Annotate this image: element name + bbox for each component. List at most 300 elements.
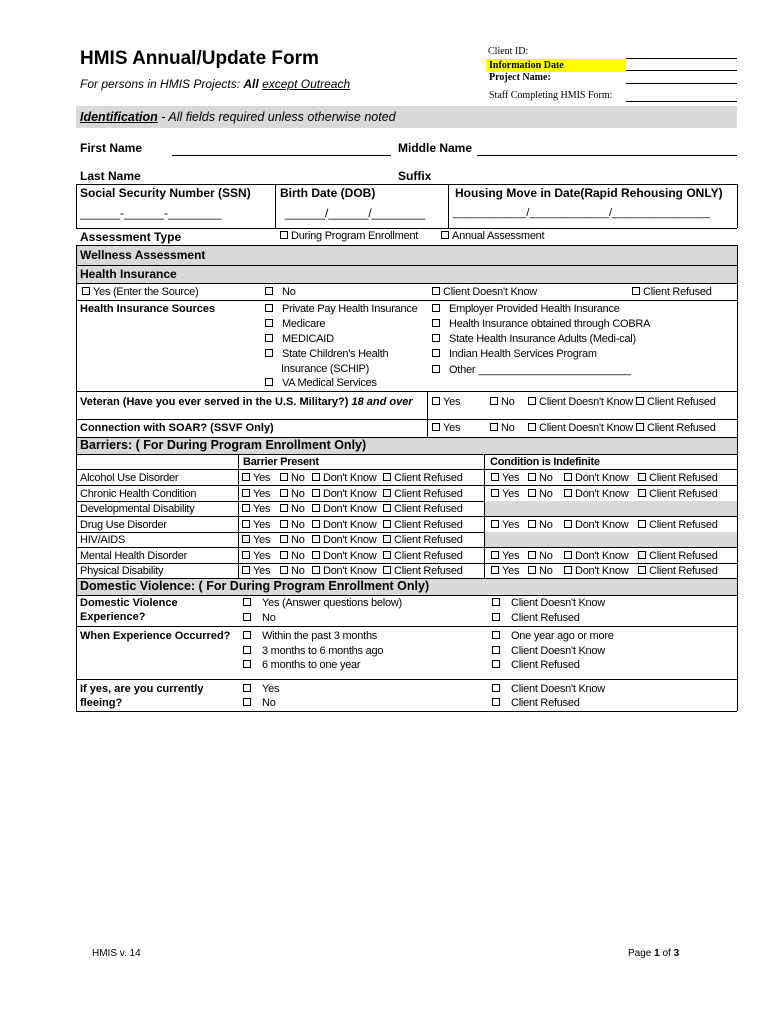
condition-dont-know[interactable]	[564, 487, 628, 501]
flee-dk-text: Client Doesn't Know	[511, 683, 605, 695]
checkbox-icon	[312, 489, 320, 497]
soar-dk[interactable]	[528, 421, 633, 435]
checkbox-icon	[492, 698, 500, 706]
when-3-months[interactable]	[243, 629, 377, 643]
checkbox-icon	[490, 397, 498, 405]
veteran-bottom	[76, 419, 737, 420]
checkbox-icon	[243, 631, 251, 639]
checkbox-icon	[528, 397, 536, 405]
ssn-label: Social Security Number (SSN)	[80, 186, 251, 200]
checkbox-icon	[528, 520, 536, 528]
barrier-present-yes-text: Yes	[253, 519, 271, 531]
barrier-present-dont-know[interactable]	[312, 549, 376, 563]
checkbox-icon	[243, 646, 251, 654]
condition-refused[interactable]	[638, 471, 718, 485]
hi-yes-option[interactable]	[82, 285, 198, 299]
checkbox-icon	[312, 473, 320, 481]
condition-refused-text: Client Refused	[649, 565, 718, 577]
wellness-right-border	[737, 245, 738, 437]
barrier-present-yes[interactable]	[242, 487, 270, 501]
checkbox-icon	[638, 551, 646, 559]
veteran-refused-text: Client Refused	[647, 396, 716, 408]
checkbox-icon	[312, 566, 320, 574]
source-medicaid-text: MEDICAID	[282, 333, 334, 345]
barrier-present-header: Barrier Present	[243, 456, 319, 468]
checkbox-icon	[432, 334, 440, 342]
when-6-12-months[interactable]	[243, 658, 360, 672]
first-name-field[interactable]	[172, 155, 391, 156]
when-year-more-text: One year ago or more	[511, 630, 614, 642]
barrier-row-line	[76, 516, 737, 517]
page-prefix: Page	[628, 948, 655, 959]
dv-right	[737, 578, 738, 711]
soar-refused-text: Client Refused	[647, 422, 716, 434]
checkbox-icon	[383, 566, 391, 574]
barrier-present-refused[interactable]	[383, 487, 463, 501]
soar-no-text: No	[501, 422, 515, 434]
housing-move-in-field[interactable]: ____________/_____________/________________	[453, 207, 710, 219]
barrier-present-refused[interactable]	[383, 549, 463, 563]
condition-no[interactable]	[528, 487, 553, 501]
form-version: HMIS v. 14	[92, 948, 141, 959]
condition-refused-text: Client Refused	[649, 488, 718, 500]
annual-assessment-text: Annual Assessment	[452, 230, 545, 242]
barrier-present-refused-text: Client Refused	[394, 488, 463, 500]
housing-move-in-label: Housing Move in Date(Rapid Rehousing ONLY)	[455, 186, 723, 200]
checkbox-icon	[432, 349, 440, 357]
checkbox-icon	[383, 473, 391, 481]
checkbox-icon	[528, 423, 536, 431]
barrier-present-no[interactable]	[280, 533, 305, 547]
middle-name-field[interactable]	[477, 155, 737, 156]
page-of: of	[659, 948, 674, 959]
staff-completing-line[interactable]	[626, 101, 737, 102]
barriers-right	[737, 437, 738, 578]
checkbox-icon	[492, 684, 500, 692]
soar-refused[interactable]	[636, 421, 716, 435]
checkbox-icon	[243, 698, 251, 706]
source-medicaid[interactable]	[265, 332, 334, 346]
condition-no-text: No	[539, 472, 553, 484]
when-refused-text: Client Refused	[511, 659, 580, 671]
source-state-adults[interactable]	[432, 332, 636, 346]
condition-no-text: No	[539, 565, 553, 577]
condition-yes-text: Yes	[502, 550, 520, 562]
checkbox-icon	[492, 613, 500, 621]
condition-no[interactable]	[528, 549, 553, 563]
when-year-more[interactable]	[492, 629, 614, 643]
source-schip-text: State Children's Health	[282, 348, 389, 360]
source-other-line[interactable]: __________________________	[478, 364, 631, 376]
checkbox-icon	[638, 520, 646, 528]
barrier-row-label: Drug Use Disorder	[80, 519, 167, 531]
checkbox-icon	[280, 504, 288, 512]
barrier-row-line	[76, 485, 737, 486]
checkbox-icon	[638, 566, 646, 574]
checkbox-icon	[242, 535, 250, 543]
barrier-present-refused[interactable]	[383, 518, 463, 532]
condition-yes[interactable]	[491, 549, 519, 563]
condition-refused-text: Client Refused	[649, 519, 718, 531]
condition-dont-know-text: Don't Know	[575, 488, 629, 500]
checkbox-icon	[638, 489, 646, 497]
checkbox-icon	[265, 319, 273, 327]
page-number	[628, 947, 679, 961]
condition-no[interactable]	[528, 564, 553, 578]
checkbox-icon	[265, 349, 273, 357]
hi-dk-text: Client Doesn't Know	[443, 286, 537, 298]
when-3-6-months[interactable]	[243, 644, 383, 658]
veteran-dk[interactable]	[528, 395, 633, 409]
barrier-present-dont-know[interactable]	[312, 518, 376, 532]
barrier-present-yes[interactable]	[242, 564, 270, 578]
source-state-adults-text: State Health Insurance Adults (Medi-cal)	[449, 333, 636, 345]
checkbox-icon	[528, 566, 536, 574]
checkbox-icon	[243, 598, 251, 606]
condition-yes[interactable]	[491, 518, 519, 532]
checkbox-icon	[383, 551, 391, 559]
source-employer-text: Employer Provided Health Insurance	[449, 303, 620, 315]
dv-refused-option[interactable]	[492, 611, 580, 625]
barrier-present-yes[interactable]	[242, 502, 270, 516]
barrier-present-refused-text: Client Refused	[394, 565, 463, 577]
barrier-present-yes-text: Yes	[253, 550, 271, 562]
information-date-line[interactable]	[626, 70, 737, 71]
id-grid-div1	[275, 184, 276, 228]
checkbox-icon	[564, 551, 572, 559]
condition-no[interactable]	[528, 518, 553, 532]
assessment-type-label: Assessment Type	[80, 230, 182, 244]
barrier-present-refused[interactable]	[383, 471, 463, 485]
barrier-present-yes-text: Yes	[253, 472, 271, 484]
staff-completing-label: Staff Completing HMIS Form:	[489, 90, 613, 101]
hi-refused-option[interactable]	[632, 285, 712, 299]
veteran-yes[interactable]	[432, 395, 460, 409]
barrier-present-refused[interactable]	[383, 502, 463, 516]
fleeing-label-2: fleeing?	[80, 697, 123, 709]
barriers-div2	[484, 454, 485, 578]
soar-yes-text: Yes	[443, 422, 461, 434]
condition-yes[interactable]	[491, 471, 519, 485]
barrier-present-no-text: No	[291, 565, 305, 577]
wellness-left-border	[76, 245, 77, 437]
barrier-present-refused[interactable]	[383, 533, 463, 547]
when-refused[interactable]	[492, 658, 580, 672]
condition-yes[interactable]	[491, 564, 519, 578]
checkbox-icon	[243, 660, 251, 668]
checkbox-icon	[636, 397, 644, 405]
condition-refused[interactable]	[638, 487, 718, 501]
dv-row2-bottom	[76, 679, 737, 680]
source-schip[interactable]	[265, 347, 388, 361]
barrier-present-refused-text: Client Refused	[394, 472, 463, 484]
source-va[interactable]	[265, 376, 377, 390]
condition-refused[interactable]	[638, 518, 718, 532]
barrier-present-no[interactable]	[280, 564, 305, 578]
dv-dk-text: Client Doesn't Know	[511, 597, 605, 609]
checkbox-icon	[383, 520, 391, 528]
barrier-row-label: Developmental Disability	[80, 503, 195, 515]
condition-dont-know[interactable]	[564, 518, 628, 532]
source-cobra[interactable]	[432, 317, 650, 331]
source-other[interactable]	[432, 363, 631, 377]
barrier-row-line	[76, 547, 737, 548]
checkbox-icon	[242, 473, 250, 481]
source-employer[interactable]	[432, 302, 620, 316]
condition-dont-know-text: Don't Know	[575, 472, 629, 484]
checkbox-icon	[265, 287, 273, 295]
identification-note: - All fields required unless otherwise noted	[157, 110, 396, 124]
client-id-line[interactable]	[626, 58, 737, 59]
source-medicare[interactable]	[265, 317, 325, 331]
dv-no-text: No	[262, 612, 276, 624]
checkbox-icon	[280, 535, 288, 543]
source-private-pay-text: Private Pay Health Insurance	[282, 303, 418, 315]
checkbox-icon	[242, 566, 250, 574]
source-indian-health-text: Indian Health Services Program	[449, 348, 597, 360]
barrier-present-dont-know-text: Don't Know	[323, 534, 377, 546]
checkbox-icon	[564, 489, 572, 497]
checkbox-icon	[492, 660, 500, 668]
identification-header	[80, 110, 396, 124]
checkbox-icon	[432, 319, 440, 327]
barrier-present-no[interactable]	[280, 502, 305, 516]
when-3-months-text: Within the past 3 months	[262, 630, 378, 642]
dv-left	[76, 578, 77, 711]
condition-na-shade	[485, 532, 737, 547]
barrier-present-dont-know[interactable]	[312, 533, 376, 547]
checkbox-icon	[280, 489, 288, 497]
barrier-present-dont-know[interactable]	[312, 487, 376, 501]
barrier-present-refused-text: Client Refused	[394, 534, 463, 546]
veteran-age-note: 18 and over	[348, 396, 413, 408]
checkbox-icon	[242, 504, 250, 512]
barrier-present-yes-text: Yes	[253, 488, 271, 500]
checkbox-icon	[265, 378, 273, 386]
soar-yes[interactable]	[432, 421, 460, 435]
when-occurred-label: When Experience Occurred?	[80, 630, 231, 642]
condition-dont-know[interactable]	[564, 549, 628, 563]
barrier-present-no[interactable]	[280, 471, 305, 485]
health-insurance-title: Health Insurance	[80, 267, 177, 281]
checkbox-icon	[492, 646, 500, 654]
flee-dk[interactable]	[492, 682, 605, 696]
barriers-header-bottom	[76, 454, 737, 455]
checkbox-icon	[636, 423, 644, 431]
barrier-present-yes[interactable]	[242, 518, 270, 532]
during-enrollment-option[interactable]	[280, 229, 418, 243]
form-title: HMIS Annual/Update Form	[80, 48, 319, 69]
dv-refused-text: Client Refused	[511, 612, 580, 624]
hi-bottom	[76, 283, 737, 284]
dv-experience-label-1: Domestic Violence	[80, 597, 178, 609]
condition-no-text: No	[539, 488, 553, 500]
barrier-present-refused-text: Client Refused	[394, 519, 463, 531]
id-grid-right	[737, 184, 738, 228]
veteran-label-text: Veteran (Have you ever served in the U.S. Military?)	[80, 396, 349, 408]
barrier-present-refused-text: Client Refused	[394, 503, 463, 515]
hi-refused-text: Client Refused	[643, 286, 712, 298]
barrier-present-no[interactable]	[280, 518, 305, 532]
checkbox-icon	[528, 489, 536, 497]
checkbox-icon	[491, 473, 499, 481]
condition-no-text: No	[539, 550, 553, 562]
checkbox-icon	[280, 566, 288, 574]
project-name-line[interactable]	[626, 83, 737, 84]
checkbox-icon	[383, 489, 391, 497]
last-name-label: Last Name	[80, 169, 141, 183]
wellness-title: Wellness Assessment	[80, 248, 206, 262]
annual-assessment-option[interactable]	[441, 229, 544, 243]
hi-yes-text: Yes (Enter the Source)	[93, 286, 199, 298]
barrier-present-no-text: No	[291, 534, 305, 546]
condition-yes[interactable]	[491, 487, 519, 501]
information-date-label: Information Date	[489, 60, 564, 71]
checkbox-icon	[243, 613, 251, 621]
condition-yes-text: Yes	[502, 519, 520, 531]
condition-dont-know-text: Don't Know	[575, 550, 629, 562]
checkbox-icon	[312, 504, 320, 512]
condition-na-shade	[485, 501, 737, 516]
condition-refused[interactable]	[638, 549, 718, 563]
veteran-dk-text: Client Doesn't Know	[539, 396, 633, 408]
dob-field[interactable]: ______/______/________	[285, 206, 426, 220]
checkbox-icon	[280, 231, 288, 239]
barrier-present-dont-know-text: Don't Know	[323, 550, 377, 562]
condition-refused-text: Client Refused	[649, 472, 718, 484]
condition-no[interactable]	[528, 471, 553, 485]
project-name-label: Project Name:	[489, 72, 551, 83]
checkbox-icon	[528, 473, 536, 481]
source-cobra-text: Health Insurance obtained through COBRA	[449, 318, 651, 330]
barrier-present-refused-text: Client Refused	[394, 550, 463, 562]
barrier-present-no[interactable]	[280, 487, 305, 501]
hi-dk-option[interactable]	[432, 285, 537, 299]
checkbox-icon	[265, 304, 273, 312]
condition-dont-know[interactable]	[564, 471, 628, 485]
id-grid-left	[76, 184, 77, 228]
checkbox-icon	[432, 304, 440, 312]
veteran-label	[80, 395, 413, 409]
identification-title: Identification	[80, 110, 158, 124]
checkbox-icon	[432, 423, 440, 431]
dv-yes-text: Yes (Answer questions below)	[262, 597, 402, 609]
checkbox-icon	[242, 520, 250, 528]
barrier-present-yes[interactable]	[242, 471, 270, 485]
flee-yes-text: Yes	[262, 683, 280, 695]
condition-yes-text: Yes	[502, 565, 520, 577]
barrier-present-no-text: No	[291, 472, 305, 484]
barriers-left	[76, 437, 77, 578]
source-va-text: VA Medical Services	[282, 377, 377, 389]
barriers-title: Barriers: ( For During Program Enrollment Only)	[80, 438, 367, 452]
dv-no-option[interactable]	[243, 611, 276, 625]
dv-dk-option[interactable]	[492, 596, 605, 610]
checkbox-icon	[490, 423, 498, 431]
source-medicare-text: Medicare	[282, 318, 326, 330]
condition-refused[interactable]	[638, 564, 718, 578]
when-6-12-months-text: 6 months to one year	[262, 659, 361, 671]
source-private-pay[interactable]	[265, 302, 417, 316]
condition-dont-know-text: Don't Know	[575, 519, 629, 531]
id-grid-div2	[448, 184, 449, 228]
checkbox-icon	[491, 520, 499, 528]
barrier-present-yes[interactable]	[242, 533, 270, 547]
barrier-row-label: Chronic Health Condition	[80, 488, 197, 500]
condition-yes-text: Yes	[502, 472, 520, 484]
subtitle-prefix: For persons in HMIS Projects:	[80, 77, 244, 91]
barrier-present-no[interactable]	[280, 549, 305, 563]
veteran-no[interactable]	[490, 395, 515, 409]
barrier-present-dont-know-text: Don't Know	[323, 472, 377, 484]
barrier-present-refused[interactable]	[383, 564, 463, 578]
checkbox-icon	[491, 551, 499, 559]
source-schip-cont: Insurance (SCHIP)	[281, 363, 370, 375]
checkbox-icon	[383, 504, 391, 512]
barrier-present-dont-know[interactable]	[312, 502, 376, 516]
veteran-no-text: No	[501, 396, 515, 408]
veteran-yes-text: Yes	[443, 396, 461, 408]
barrier-present-no-text: No	[291, 488, 305, 500]
veteran-refused[interactable]	[636, 395, 716, 409]
barrier-row-label: Mental Health Disorder	[80, 550, 187, 562]
subtitle-suffix: except Outreach	[262, 77, 351, 91]
flee-refused[interactable]	[492, 696, 580, 710]
when-dk[interactable]	[492, 644, 605, 658]
barrier-present-dont-know[interactable]	[312, 564, 376, 578]
sources-bottom	[76, 391, 737, 392]
dv-title: Domestic Violence: ( For During Program Enrollment Only)	[80, 579, 430, 593]
checkbox-icon	[280, 551, 288, 559]
condition-yes-text: Yes	[502, 488, 520, 500]
ssn-field[interactable]: ______-______-________	[80, 206, 222, 220]
hi-no-option[interactable]	[265, 285, 296, 299]
first-name-label: First Name	[80, 141, 143, 155]
page-current: 1	[654, 948, 660, 959]
condition-indefinite-header: Condition is Indefinite	[490, 456, 600, 468]
checkbox-icon	[564, 473, 572, 481]
soar-no[interactable]	[490, 421, 515, 435]
flee-yes[interactable]	[243, 682, 279, 696]
barrier-present-dont-know-text: Don't Know	[323, 488, 377, 500]
condition-dont-know[interactable]	[564, 564, 628, 578]
checkbox-icon	[491, 489, 499, 497]
checkbox-icon	[491, 566, 499, 574]
source-other-text: Other	[449, 364, 476, 376]
barrier-row-label: Physical Disability	[80, 565, 164, 577]
page-total: 3	[673, 948, 680, 959]
checkbox-icon	[82, 287, 90, 295]
fleeing-label-1: If yes, are you currently	[80, 683, 204, 695]
flee-no[interactable]	[243, 696, 276, 710]
condition-no-text: No	[539, 519, 553, 531]
flee-refused-text: Client Refused	[511, 697, 580, 709]
dv-yes-option[interactable]	[243, 596, 402, 610]
form-subtitle	[80, 77, 350, 91]
checkbox-icon	[312, 520, 320, 528]
checkbox-icon	[441, 231, 449, 239]
checkbox-icon	[564, 566, 572, 574]
flee-no-text: No	[262, 697, 276, 709]
barrier-present-yes[interactable]	[242, 549, 270, 563]
dv-experience-label-2: Experience?	[80, 611, 146, 623]
barrier-present-dont-know[interactable]	[312, 471, 376, 485]
source-indian-health[interactable]	[432, 347, 597, 361]
checkbox-icon	[638, 473, 646, 481]
hi-sources-label: Health Insurance Sources	[80, 303, 216, 315]
suffix-label: Suffix	[398, 169, 432, 183]
checkbox-icon	[280, 473, 288, 481]
